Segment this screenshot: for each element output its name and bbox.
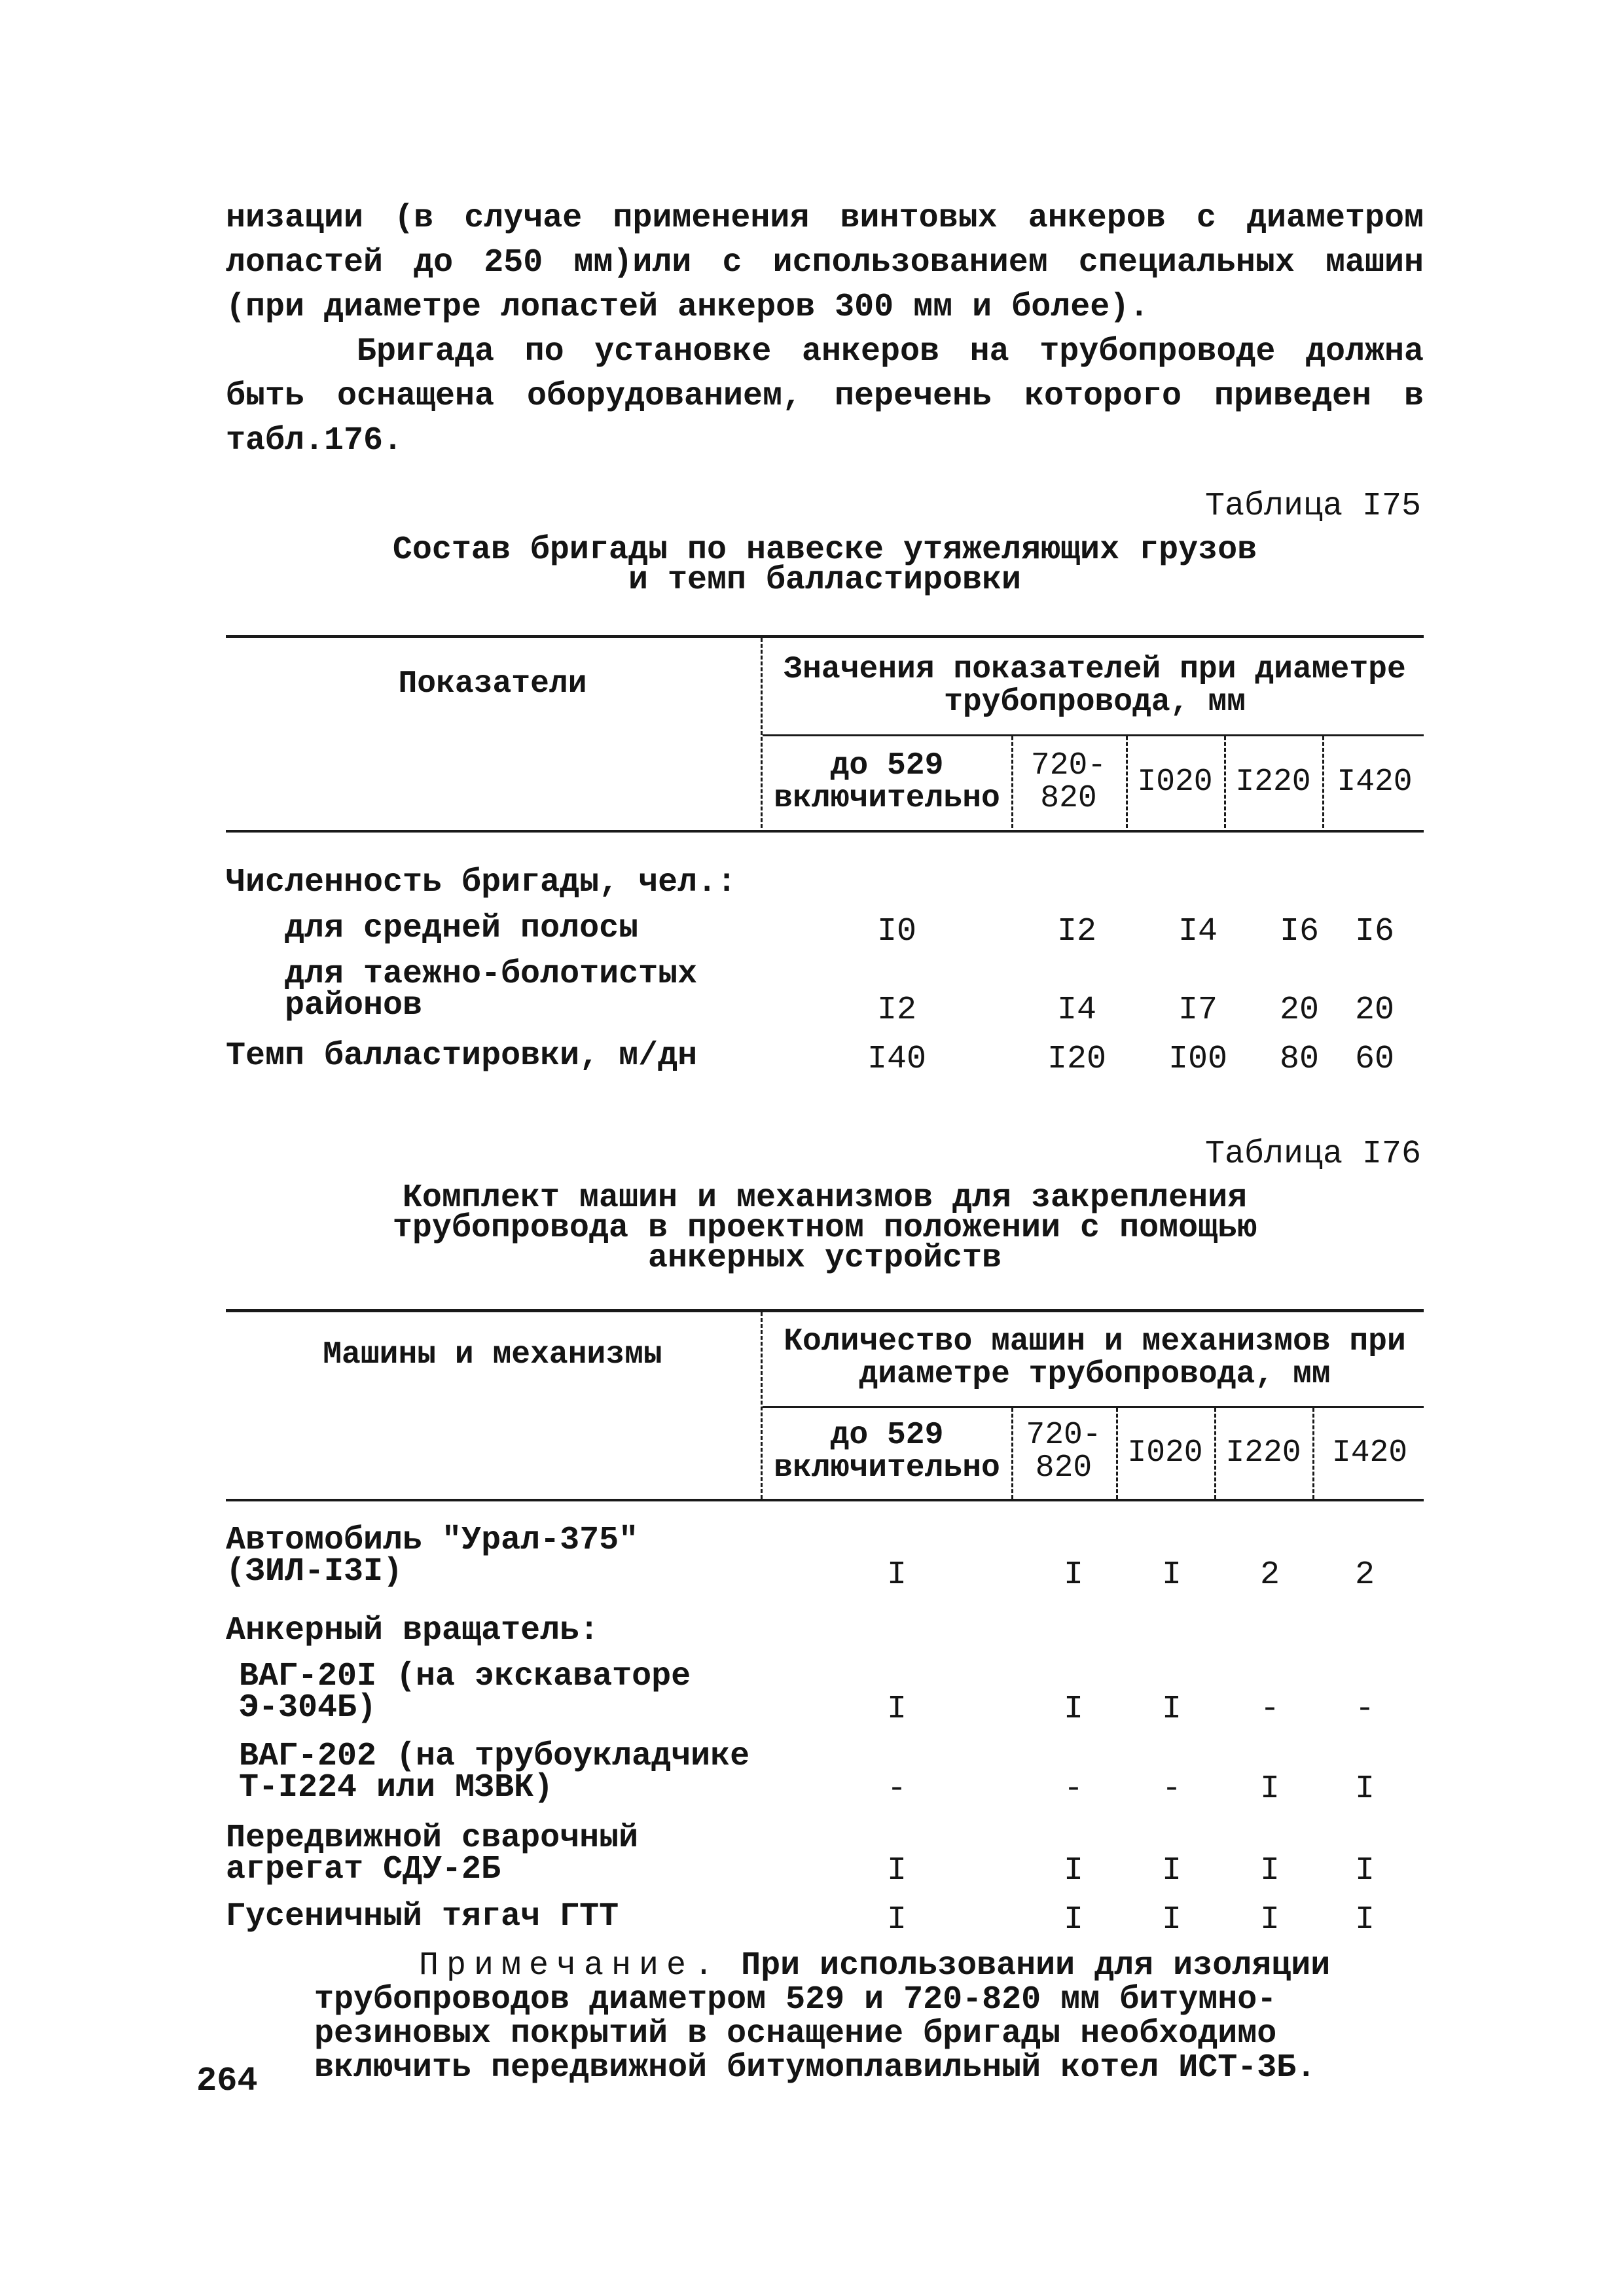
table-175-title — [226, 531, 1424, 599]
table-175-title-line-1: Состав бригады по навеске утяжеляющих грузов — [392, 531, 1257, 569]
table-176-group-rule — [763, 1406, 1424, 1408]
table-cell: 2 — [1259, 1556, 1280, 1594]
table-cell: - — [1063, 1770, 1083, 1808]
table-176-divider — [1312, 1408, 1314, 1499]
table-176-title — [226, 1179, 1424, 1277]
table-cell: I — [1354, 1852, 1375, 1890]
table-row-label: для средней полосы — [285, 910, 639, 947]
table-176-col-header: I420 — [1331, 1435, 1408, 1471]
table-175-divider — [1322, 736, 1324, 828]
table-cell: I0 — [876, 913, 916, 950]
table-cell: I — [1354, 1770, 1375, 1808]
table-176-col-header: I020 — [1127, 1435, 1203, 1471]
table-175-col-header: I420 — [1337, 764, 1413, 800]
table-cell: 60 — [1354, 1041, 1394, 1078]
table-cell: I — [1161, 1691, 1182, 1728]
table-cell: 20 — [1354, 992, 1394, 1029]
table-cell: I40 — [867, 1041, 926, 1078]
table-row-label: ВАГ-20I (на экскаваторе Э-304Б) — [239, 1658, 691, 1727]
table-175-col-header: I220 — [1235, 764, 1311, 800]
table-cell: I — [1259, 1852, 1280, 1890]
table-row-label: ВАГ-202 (на трубоукладчике Т-I224 или МЗВК) — [239, 1738, 750, 1806]
table-175-head-indicators: Показатели — [398, 666, 587, 702]
table-cell: 80 — [1279, 1041, 1319, 1078]
table-175-col-header: 720-820 — [1030, 748, 1107, 816]
table-cell: I — [1161, 1901, 1182, 1939]
table-cell: I2 — [876, 992, 916, 1029]
table-176-col-header: до 529 включительно — [774, 1418, 1000, 1486]
table-175-divider — [1011, 736, 1013, 828]
table-cell: I20 — [1047, 1041, 1106, 1078]
table-176-col-header: 720-820 — [1026, 1418, 1102, 1486]
table-175-top-rule — [226, 635, 1424, 638]
table-175-group-rule — [763, 734, 1424, 736]
table-cell: I2 — [1056, 913, 1096, 950]
table-cell: I — [886, 1901, 907, 1939]
table-row-label: Передвижной сварочный агрегат СДУ-2Б — [226, 1820, 639, 1888]
table-cell: I4 — [1178, 913, 1218, 950]
table-175-col-header: до 529 включительно — [774, 748, 1000, 816]
table-175-divider — [1224, 736, 1226, 828]
table-cell: I7 — [1178, 992, 1218, 1029]
table-176-top-rule — [226, 1309, 1424, 1312]
table-176-title-line-2: трубопровода в проектном положении с помощью — [392, 1210, 1257, 1247]
table-cell: I — [1161, 1556, 1182, 1594]
table-row-label: Анкерный вращатель: — [226, 1612, 600, 1649]
table-cell: I6 — [1279, 913, 1319, 950]
table-176-divider — [761, 1312, 763, 1499]
table-row-label: Темп балластировки, м/дн — [226, 1037, 698, 1075]
table-175-col-header: I020 — [1137, 764, 1213, 800]
table-cell: I — [1354, 1901, 1375, 1939]
table-row-label: Гусеничный тягач ГТТ — [226, 1898, 619, 1935]
page-number: 264 — [196, 2062, 258, 2100]
intro-paragraph-2: Бригада по установке анкеров на трубопроводе должна быть оснащена оборудованием, перечень которого приведен в табл.176. — [226, 333, 1424, 459]
table-176-header-rule — [226, 1499, 1424, 1501]
table-cell: - — [1354, 1691, 1375, 1728]
table-cell: I — [1063, 1556, 1083, 1594]
table-note — [314, 1949, 1424, 2085]
table-175-divider — [761, 638, 763, 828]
intro-text — [226, 196, 1424, 463]
table-cell: I — [886, 1852, 907, 1890]
table-176-col-header: I220 — [1225, 1435, 1301, 1471]
table-176-title-line-1: Комплект машин и механизмов для закрепления — [402, 1179, 1248, 1217]
note-text: При использовании для изоляции трубопроводов диаметром 529 и 720-820 мм битумно-резиновых покрытий в оснащение бригады необходимо включить передвижной битумоплавильный котел ИСТ-3Б. — [314, 1947, 1331, 2087]
table-176-title-line-3: анкерных устройств — [647, 1240, 1002, 1277]
intro-paragraph-1: низации (в случае применения винтовых анкеров с диаметром лопастей до 250 мм)или с использованием специальных машин (при диаметре лопастей анкеров 300 мм и более). — [226, 200, 1424, 326]
table-cell: I — [886, 1556, 907, 1594]
table-176-head-machines: Машины и механизмы — [323, 1337, 662, 1372]
table-175-header-rule — [226, 830, 1424, 833]
table-cell: - — [1161, 1770, 1182, 1808]
table-cell: I — [1063, 1691, 1083, 1728]
table-175-label: Таблица I75 — [1204, 488, 1421, 525]
table-176-label: Таблица I76 — [1204, 1136, 1421, 1173]
table-cell: I00 — [1168, 1041, 1227, 1078]
table-cell: I — [886, 1691, 907, 1728]
table-175-title-line-2: и темп балластировки — [628, 562, 1022, 599]
table-176-divider — [1116, 1408, 1118, 1499]
table-175-head-group: Значения показателей при диаметре трубопровода, мм — [784, 652, 1406, 720]
table-cell: 20 — [1279, 992, 1319, 1029]
table-175-divider — [1126, 736, 1128, 828]
table-cell: I — [1259, 1770, 1280, 1808]
table-row-label: Численность бригады, чел.: — [226, 864, 737, 901]
table-cell: 2 — [1354, 1556, 1375, 1594]
table-176-divider — [1011, 1408, 1013, 1499]
table-cell: I — [1063, 1852, 1083, 1890]
table-cell: I6 — [1354, 913, 1394, 950]
table-cell: - — [1259, 1691, 1280, 1728]
table-cell: I — [1063, 1901, 1083, 1939]
note-heading: Примечание. — [419, 1947, 722, 1984]
table-row-label: для таежно-болотистых районов — [285, 956, 698, 1024]
table-176-divider — [1214, 1408, 1216, 1499]
table-cell: I — [1259, 1901, 1280, 1939]
table-cell: I — [1161, 1852, 1182, 1890]
table-row-label: Автомобиль "Урал-375" (ЗИЛ-I3I) — [226, 1522, 639, 1590]
table-176-head-group: Количество машин и механизмов при диаметре трубопровода, мм — [784, 1324, 1406, 1392]
table-cell: - — [886, 1770, 907, 1808]
table-cell: I4 — [1056, 992, 1096, 1029]
